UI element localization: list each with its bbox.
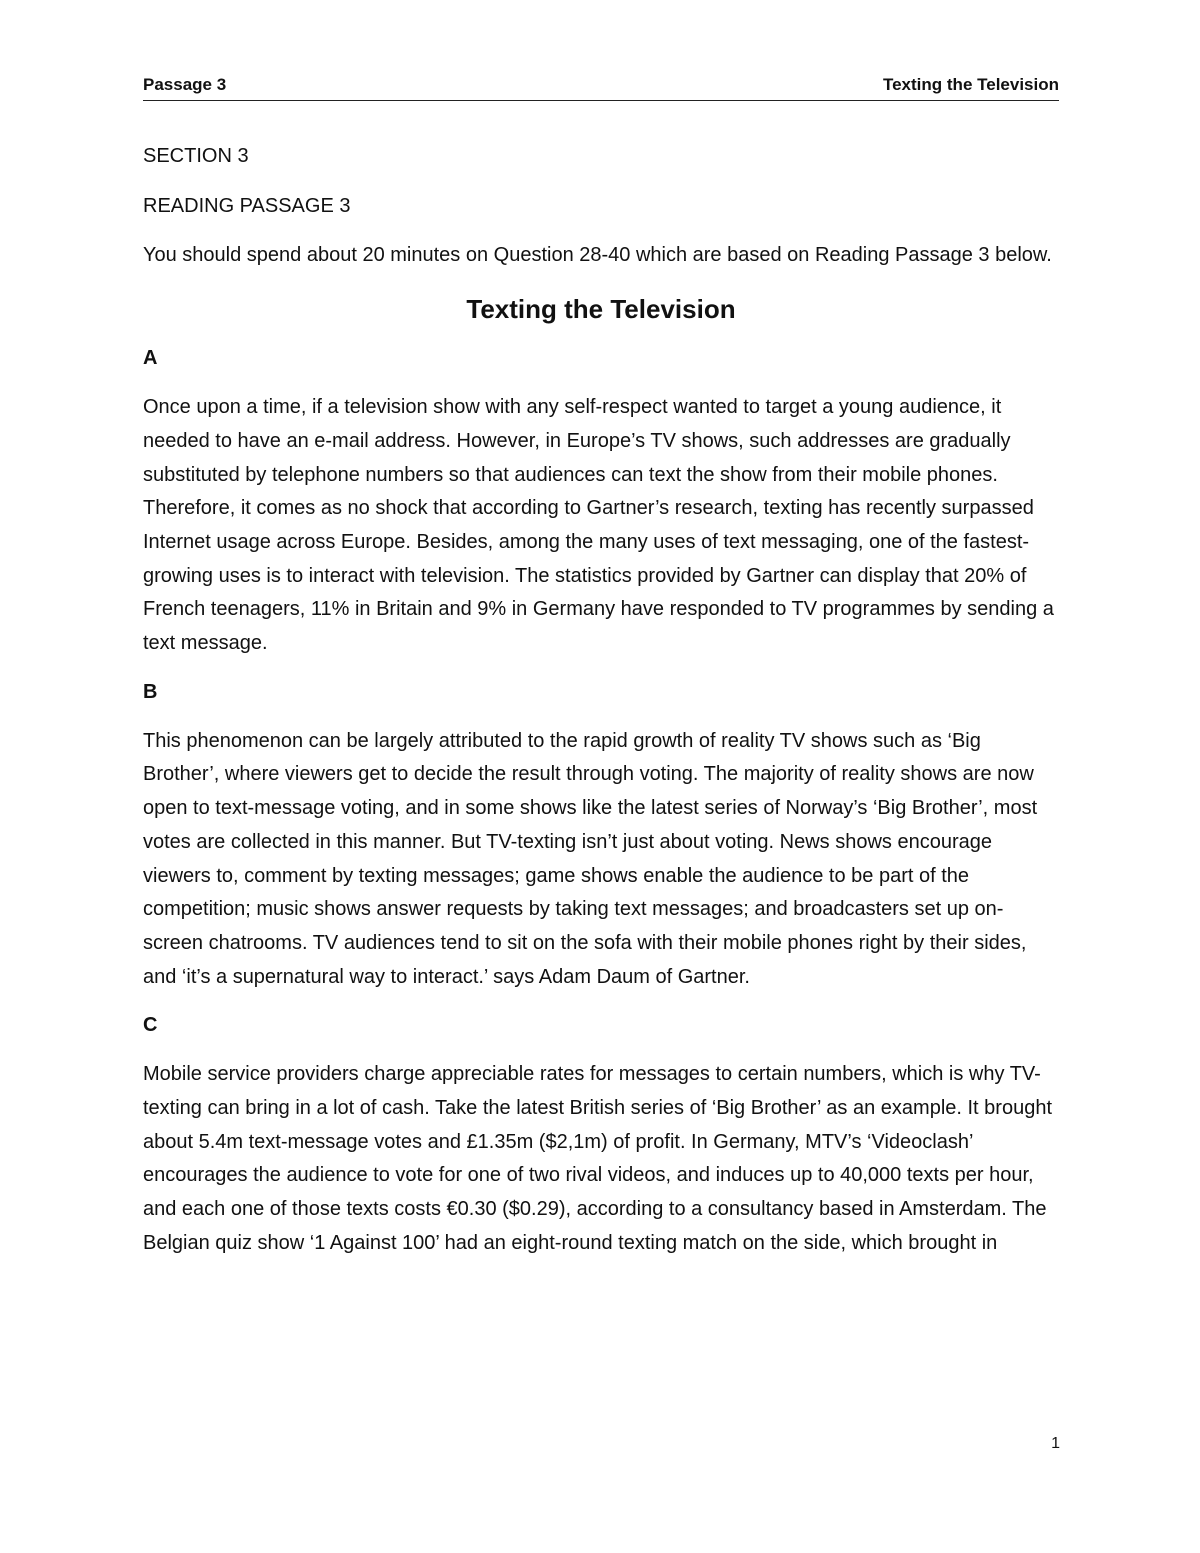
section-label: SECTION 3 <box>143 145 249 167</box>
header-passage-label: Passage 3 <box>143 75 227 94</box>
passage-title: Texting the Television <box>466 294 736 325</box>
paragraph-a: Once upon a time, if a television show with any self-respect wanted to target a young audience, it needed to have an e-mail address. However, in Europe’s TV shows, such addresses are gradually substituted by telephone numbers so that audiences can text the show from their mobile phones. Therefore, it comes as no shock that according to Gartner’s research, texting has recently surpassed Internet usage across Europe. Besides, among the many uses of text messaging, one of the fastest-growing uses is to interact with television. The statistics provided by Gartner can display that 20% of French teenagers, 11% in Britain and 9% in Germany have responded to TV programmes by sending a text message. <box>143 396 1054 655</box>
section-letter-c: C <box>143 1014 158 1037</box>
page-content <box>143 140 1059 1277</box>
section-letter-b: B <box>143 680 158 703</box>
section-letter-a: A <box>143 347 158 370</box>
paragraph-c: Mobile service providers charge appreciable rates for messages to certain numbers, which is why TV-texting can bring in a lot of cash. Take the latest British series of ‘Big Brother’ as an example. It brought about 5.4m text-message votes and £1.35m ($2,1m) of profit. In Germany, MTV’s ‘Videoclash’ encourages the audience to vote for one of two rival videos, and induces up to 40,000 texts per hour, and each one of those texts costs €0.30 ($0.29), according to a consultancy based in Amsterdam. The Belgian quiz show ‘1 Against 100’ had an eight-round texting match on the side, which brought in <box>143 1063 1053 1254</box>
instructions: You should spend about 20 minutes on Question 28-40 which are based on Reading Passage 3 below. <box>143 244 1052 267</box>
paragraph-b: This phenomenon can be largely attributed to the rapid growth of reality TV shows such as ‘Big Brother’, where viewers get to decide the result through voting. The majority of reality shows are now open to text-message voting, and in some shows like the latest series of Norway’s ‘Big Brother’, most votes are collected in this manner. But TV-texting isn’t just about voting. News shows encourage viewers to, comment by texting messages; game shows enable the audience to be part of the competition; music shows answer requests by taking text messages; and broadcasters set up on-screen chatrooms. TV audiences tend to sit on the sofa with their mobile phones right by their sides, and ‘it’s a supernatural way to interact.’ says Adam Daum of Gartner. <box>143 729 1038 988</box>
header-document-title: Texting the Television <box>882 75 1059 94</box>
passage-label: READING PASSAGE 3 <box>143 194 351 217</box>
page-number: 1 <box>1051 1435 1060 1452</box>
page-header <box>143 74 1059 101</box>
